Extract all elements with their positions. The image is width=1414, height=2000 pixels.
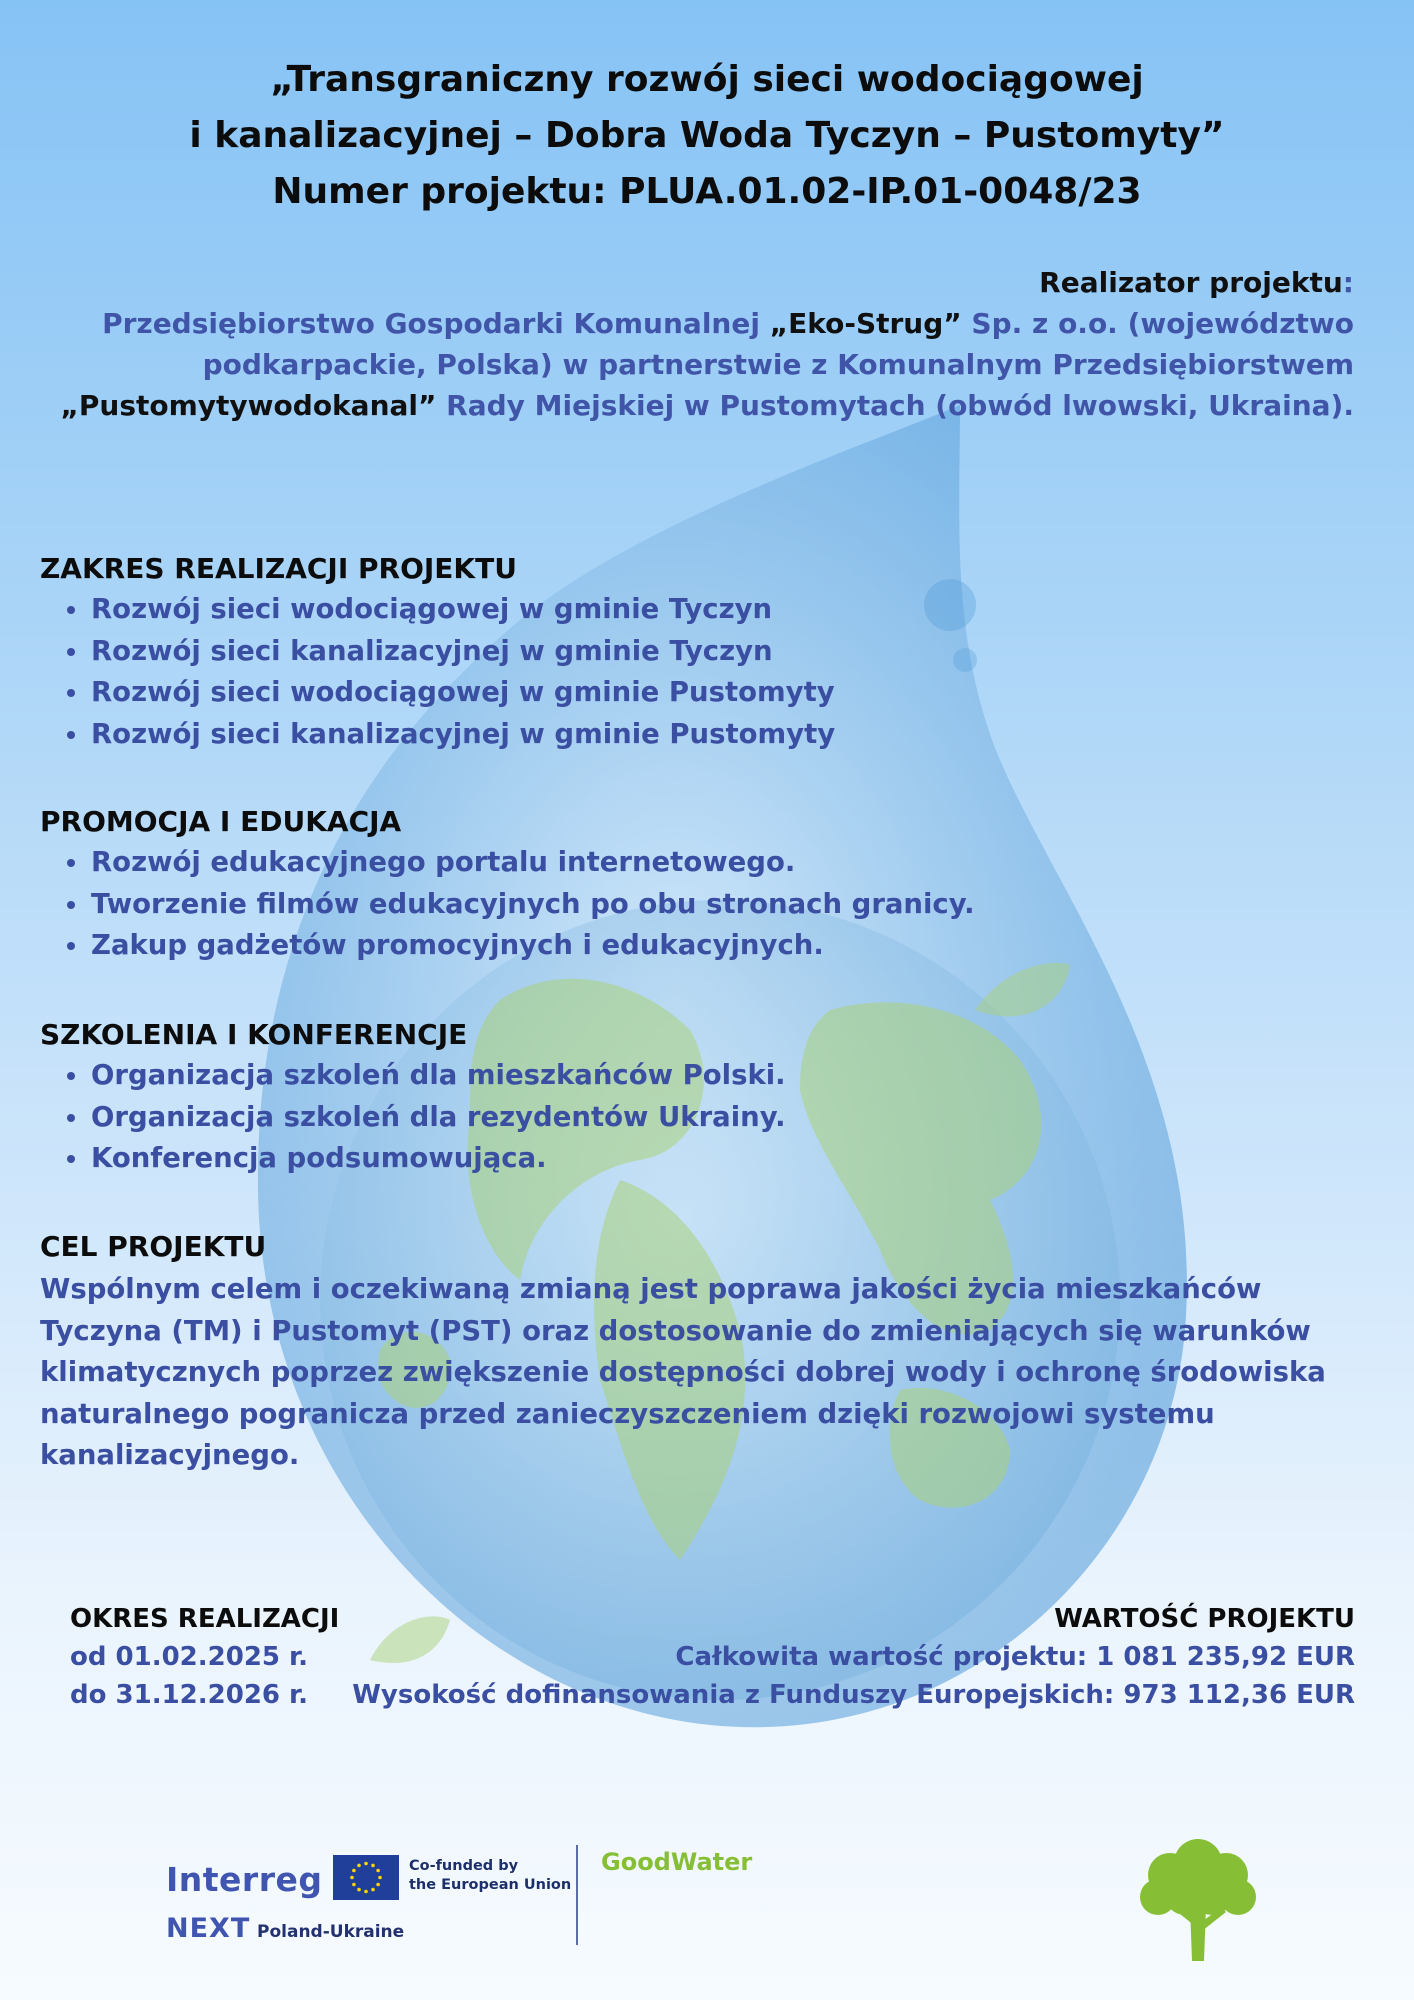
realizator-text-3: Rady Miejskiej w Pustomytach (obwód lwowski, Ukraina). bbox=[436, 389, 1354, 422]
list-item: Rozwój sieci kanalizacyjnej w gminie Pustomyty bbox=[91, 714, 1370, 756]
list-item: Rozwój sieci wodociągowej w gminie Tyczyn bbox=[91, 589, 1370, 631]
cofunded-line-2: the European Union bbox=[409, 1877, 572, 1893]
realizator-label: Realizator projektu bbox=[1039, 266, 1343, 299]
program-name: Poland-Ukraine bbox=[257, 1922, 405, 1942]
list-item: Organizacja szkoleń dla rezydentów Ukrainy. bbox=[91, 1097, 1370, 1139]
list-item: Konferencja podsumowująca. bbox=[91, 1138, 1370, 1180]
realizator-company-2: „Pustomytywodokanal” bbox=[60, 389, 437, 422]
cofunded-label bbox=[409, 1857, 571, 1895]
realizator-text-2: Sp. z o.o. (województwo podkarpackie, Polska) w partnerstwie z Komunalnym Przedsiębiorstwem bbox=[202, 307, 1354, 381]
title-line-2: i kanalizacyjnej – Dobra Woda Tyczyn – Pustomyty” bbox=[189, 115, 1225, 156]
realizator-colon: : bbox=[1342, 266, 1354, 299]
section-heading: CEL PROJEKTU bbox=[40, 1230, 267, 1263]
section-scope bbox=[40, 549, 1370, 755]
eu-flag-icon bbox=[333, 1855, 399, 1900]
section-trainings bbox=[40, 1015, 1370, 1180]
list-item: Organizacja szkoleń dla mieszkańców Polski. bbox=[91, 1055, 1370, 1097]
bullet-list bbox=[40, 842, 1370, 967]
footer-divider bbox=[576, 1845, 578, 1945]
period-start: od 01.02.2025 r. bbox=[70, 1642, 309, 1672]
realizator-text-1: Przedsiębiorstwo Gospodarki Komunalnej bbox=[102, 307, 770, 340]
goodwater-logo: GoodWater bbox=[601, 1848, 753, 1876]
cofunded-line-1: Co-funded by bbox=[409, 1858, 519, 1874]
tree-icon bbox=[1130, 1835, 1265, 1963]
list-item: Rozwój edukacyjnego portalu internetowego. bbox=[91, 842, 1370, 884]
value-total: Całkowita wartość projektu: 1 081 235,92 EUR bbox=[675, 1642, 1355, 1672]
page-title bbox=[0, 52, 1414, 220]
bullet-list bbox=[40, 1055, 1370, 1180]
section-heading: SZKOLENIA I KONFERENCJE bbox=[40, 1018, 468, 1051]
section-promotion bbox=[40, 802, 1370, 967]
realizator-block bbox=[34, 262, 1354, 426]
section-goal bbox=[40, 1227, 1370, 1477]
title-line-1: „Transgraniczny rozwój sieci wodociągowej bbox=[270, 59, 1144, 100]
section-heading: ZAKRES REALIZACJI PROJEKTU bbox=[40, 552, 517, 585]
goal-text: Wspólnym celem i oczekiwaną zmianą jest poprawa jakości życia mieszkańców Tyczyna (TM) i Pustomyt (PST) oraz dostosowanie do zmieniających się warunków klimatycznych poprzez zwiększenie dostępności dobrej wody i ochronę środowiska naturalnego pogranicza przed zanieczyszczeniem dzięki rozwojowi systemu kanalizacyjnego. bbox=[40, 1273, 1326, 1471]
project-number: Numer projektu: PLUA.01.02-IP.01-0048/23 bbox=[272, 171, 1142, 212]
interreg-logo: Interreg bbox=[166, 1860, 323, 1899]
list-item: Tworzenie filmów edukacyjnych po obu stronach granicy. bbox=[91, 884, 1370, 926]
project-value bbox=[352, 1600, 1355, 1714]
value-eu-funding: Wysokość dofinansowania z Funduszy Europejskich: 973 112,36 EUR bbox=[352, 1680, 1355, 1710]
section-heading: PROMOCJA I EDUKACJA bbox=[40, 805, 402, 838]
bullet-list bbox=[40, 589, 1370, 755]
realization-period bbox=[70, 1600, 339, 1714]
list-item: Rozwój sieci wodociągowej w gminie Pustomyty bbox=[91, 672, 1370, 714]
period-heading: OKRES REALIZACJI bbox=[70, 1604, 340, 1634]
list-item: Rozwój sieci kanalizacyjnej w gminie Tyczyn bbox=[91, 631, 1370, 673]
next-logo: NEXT bbox=[166, 1913, 251, 1944]
list-item: Zakup gadżetów promocyjnych i edukacyjnych. bbox=[91, 925, 1370, 967]
realizator-company-1: „Eko-Strug” bbox=[769, 307, 962, 340]
period-end: do 31.12.2026 r. bbox=[70, 1680, 309, 1710]
value-heading: WARTOŚĆ PROJEKTU bbox=[1054, 1604, 1355, 1634]
